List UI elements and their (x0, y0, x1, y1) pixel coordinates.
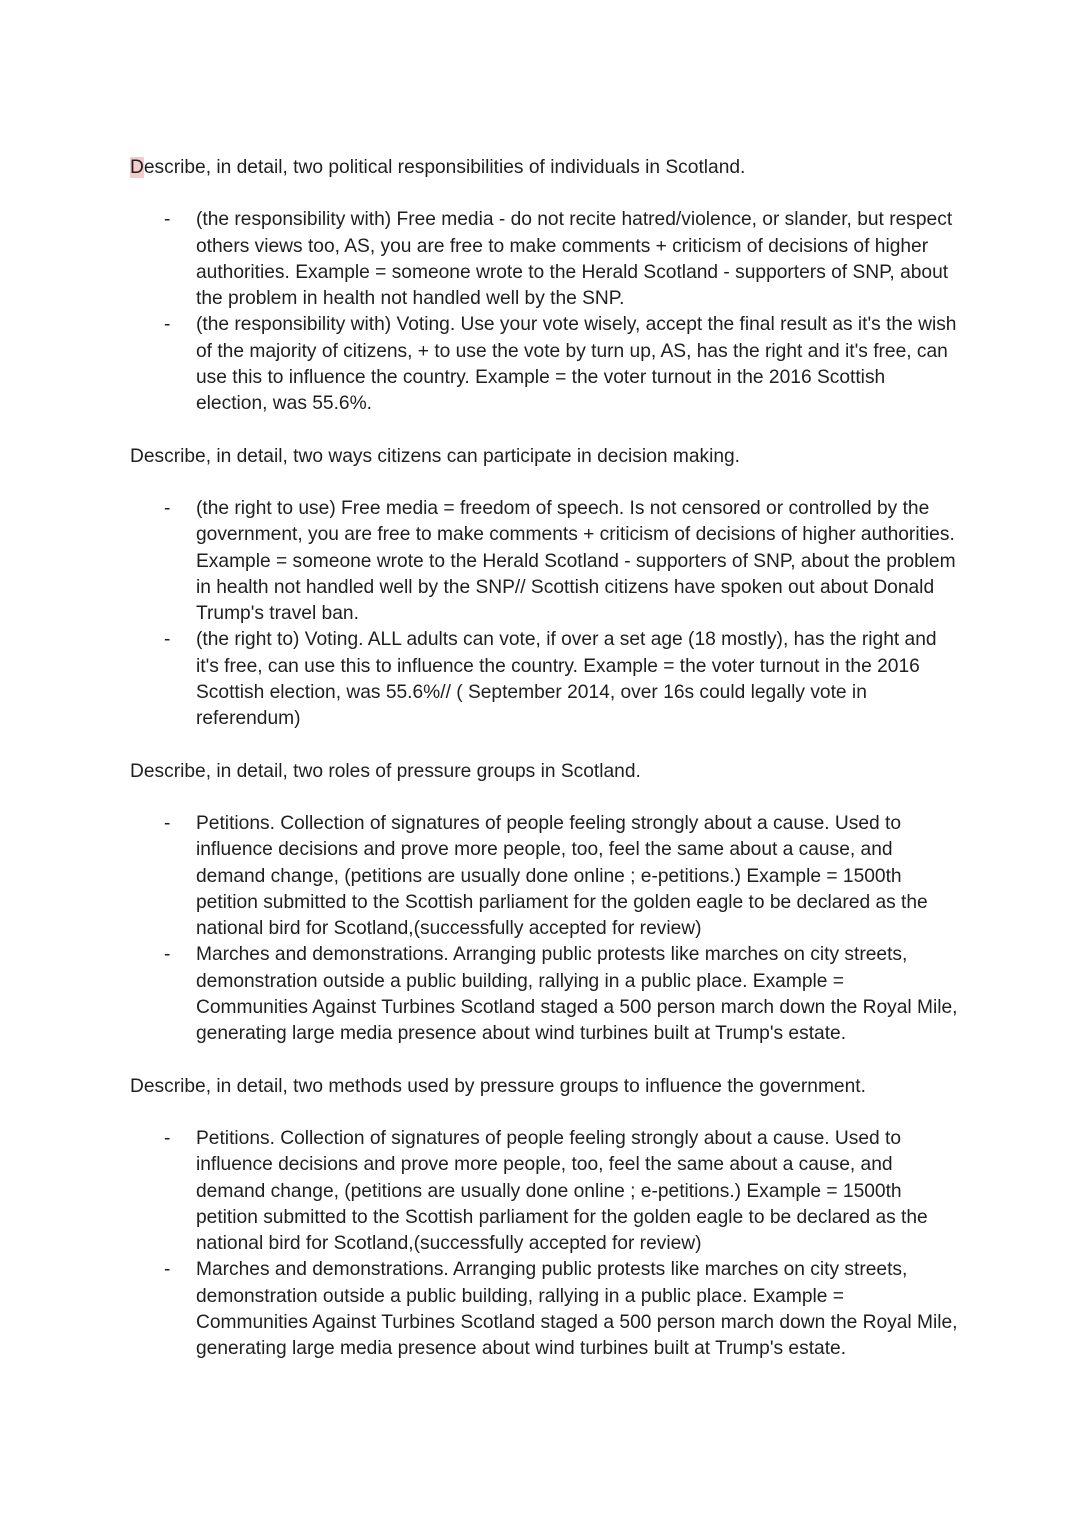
answer-item (130, 811, 960, 942)
question-text: escribe, in detail, two political responsibilities of individuals in Scotland. (143, 157, 746, 178)
section-pressure-group-roles (130, 759, 960, 1048)
question-heading: Describe, in detail, two roles of pressure groups in Scotland. (130, 760, 641, 782)
answer-text: Petitions. Collection of signatures of people feeling strongly about a cause. Used to influence decisions and prove more people, too, feel the same about a cause, and demand change, (petitions are usually done online ; e-petitions.) Example = 1500th petition submitted to the Scottish parliament for the golden eagle to be declared as the national bird for Scotland,(successfully accepted for review) (196, 812, 928, 940)
section-pressure-group-methods (130, 1074, 960, 1363)
bullet-dash: - (164, 1259, 171, 1281)
answer-text: (the right to use) Free media = freedom of speech. Is not censored or controlled by the government, you are free to make comments + criticism of decisions of higher authorities. Example = someone wrote to the Herald Scotland - supporters of SNP, about the problem in health not handled well by the SNP// Scottish citizens have spoken out about Donald Trump's travel ban. (196, 497, 956, 625)
question-heading: Describe, in detail, two methods used by pressure groups to influence the government. (130, 1075, 866, 1097)
answer-item (130, 312, 960, 417)
document-page (130, 155, 960, 1389)
answer-item (130, 1126, 960, 1257)
answer-text: (the right to) Voting. ALL adults can vote, if over a set age (18 mostly), has the right and it's free, can use this to influence the country. Example = the voter turnout in the 2016 Scottish election, was 55.6%// ( September 2014, over 16s could legally vote in referendum) (196, 629, 937, 730)
bullet-dash: - (164, 812, 171, 834)
question-heading: Describe, in detail, two ways citizens can participate in decision making. (130, 445, 741, 467)
answer-text: (the responsibility with) Voting. Use your vote wisely, accept the final result as it's the wish of the majority of citizens, + to use the vote by turn up, AS, has the right and it's free, can use this to influence the country. Example = the voter turnout in the 2016 Scottish election, was 55.6%. (196, 314, 957, 415)
answer-item (130, 942, 960, 1047)
highlighted-letter: D (130, 157, 144, 178)
answer-list (130, 811, 960, 1048)
answer-list (130, 207, 960, 417)
answer-list (130, 1126, 960, 1363)
answer-item (130, 496, 960, 627)
answer-item (130, 627, 960, 732)
bullet-dash: - (164, 497, 171, 519)
answer-text: Marches and demonstrations. Arranging public protests like marches on city streets, demonstration outside a public building, rallying in a public place. Example = Communities Against Turbines Scotland staged a 500 person march down the Royal Mile, generating large media presence about wind turbines built at Trump's estate. (196, 1259, 958, 1360)
answer-text: Marches and demonstrations. Arranging public protests like marches on city streets, demonstration outside a public building, rallying in a public place. Example = Communities Against Turbines Scotland staged a 500 person march down the Royal Mile, generating large media presence about wind turbines built at Trump's estate. (196, 944, 958, 1045)
bullet-dash: - (164, 314, 171, 336)
answer-item (130, 207, 960, 312)
bullet-dash: - (164, 944, 171, 966)
answer-list (130, 496, 960, 733)
answer-text: (the responsibility with) Free media - do not recite hatred/violence, or slander, but respect others views too, AS, you are free to make comments + criticism of decisions of higher authorities. Example = someone wrote to the Herald Scotland - supporters of SNP, about the problem in health not handled well by the SNP. (196, 209, 953, 310)
bullet-dash: - (164, 209, 171, 231)
section-participation (130, 444, 960, 733)
bullet-dash: - (164, 1127, 171, 1149)
section-political-responsibilities (130, 155, 960, 418)
answer-text: Petitions. Collection of signatures of people feeling strongly about a cause. Used to influence decisions and prove more people, too, feel the same about a cause, and demand change, (petitions are usually done online ; e-petitions.) Example = 1500th petition submitted to the Scottish parliament for the golden eagle to be declared as the national bird for Scotland,(successfully accepted for review) (196, 1127, 928, 1255)
question-heading (130, 155, 960, 181)
answer-item (130, 1257, 960, 1362)
bullet-dash: - (164, 629, 171, 651)
